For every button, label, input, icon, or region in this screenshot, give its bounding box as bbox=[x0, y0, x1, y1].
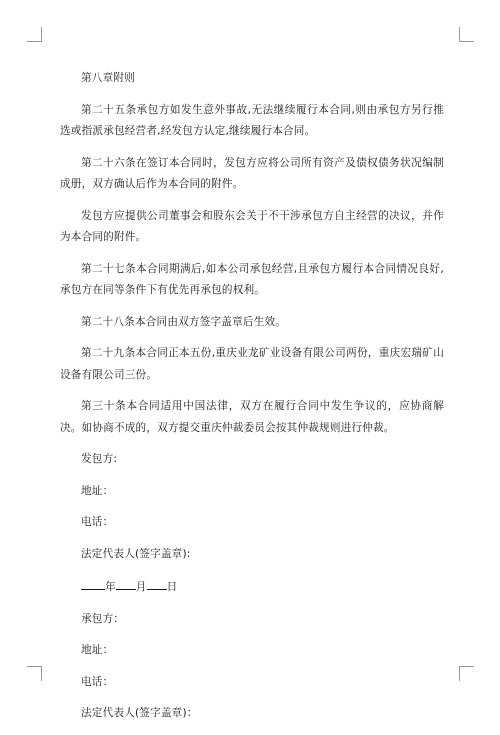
article-30: 第三十条本合同适用中国法律，双方在履行合同中发生争议的，应协商解决。如协商不成的，双方提交重庆仲裁委员会按其仲裁规则进行仲裁。 bbox=[60, 400, 444, 434]
crop-mark-bottom-right bbox=[459, 666, 474, 681]
party-b-representative: 法定代表人(签字盖章)： bbox=[81, 707, 198, 719]
year-blank bbox=[81, 575, 105, 590]
crop-mark-top-right bbox=[459, 27, 474, 42]
signing-date bbox=[60, 575, 444, 599]
day-label: 日 bbox=[166, 581, 178, 593]
article-29: 第二十九条本合同正本五份,重庆业龙矿业设备有限公司两份，重庆宏瑞矿山设备有限公司三份。 bbox=[60, 347, 444, 381]
article-25: 第二十五条承包方如发生意外事故,无法继续履行本合同,则由承包方另行推选或指派承包经营者,经发包方认定,继续履行本合同。 bbox=[60, 103, 444, 137]
article-26-addendum: 发包方应提供公司董事会和股东会关于不干涉承包方自主经营的决议，并作为本合同的附件。 bbox=[60, 209, 444, 243]
crop-mark-bottom-left bbox=[27, 666, 42, 681]
party-b-address: 地址： bbox=[81, 644, 114, 656]
day-blank bbox=[147, 575, 167, 590]
party-a-address: 地址： bbox=[81, 484, 114, 497]
party-a-representative: 法定代表人(签字盖章): bbox=[81, 547, 191, 560]
party-b-phone: 电话： bbox=[81, 675, 114, 688]
party-b-label: 承包方： bbox=[81, 612, 125, 625]
article-26: 第二十六条在签订本合同时，发包方应将公司所有资产及债权债务状况编制成册，双方确认后作为本合同的附件。 bbox=[60, 156, 444, 190]
chapter-title: 第八章附则 bbox=[81, 72, 135, 84]
article-28: 第二十八条本合同由双方签字盖章后生效。 bbox=[81, 315, 287, 328]
article-27: 第二十七条本合同期满后,如本公司承包经营,且承包方履行本合同情况良好,承包方在同等条件下有优先再承包的权利。 bbox=[60, 262, 444, 296]
party-a-phone: 电话： bbox=[81, 516, 114, 528]
month-label: 月 bbox=[135, 581, 147, 593]
party-a-label: 发包方: bbox=[81, 453, 118, 465]
crop-mark-top-left bbox=[27, 27, 42, 42]
month-blank bbox=[116, 575, 136, 590]
document-body bbox=[60, 68, 444, 735]
year-label: 年 bbox=[105, 581, 116, 593]
